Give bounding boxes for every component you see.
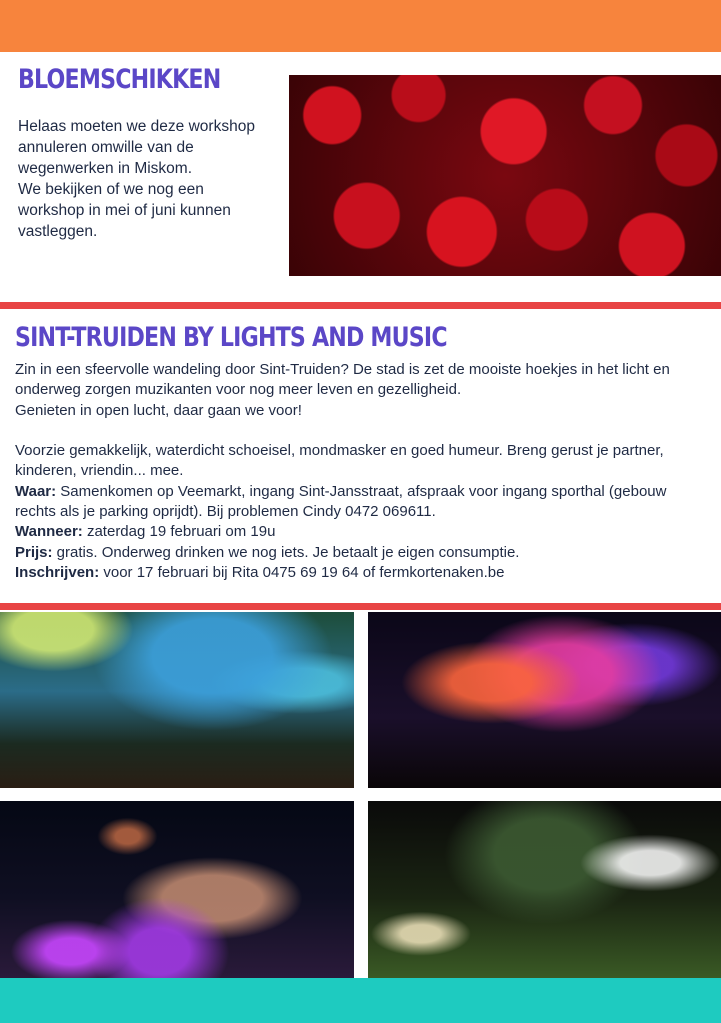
section-divider <box>0 603 721 610</box>
fountain-night-photo <box>0 801 354 978</box>
register-label: Inschrijven: <box>15 563 100 581</box>
illuminated-park-photo <box>0 612 354 788</box>
text-line: annuleren omwille van de <box>18 139 194 156</box>
text-line: workshop in mei of juni kunnen <box>18 202 231 219</box>
where-text: Samenkomen op Veemarkt, ingang Sint-Jansstraat, afspraak voor ingang sporthal (gebouw <box>56 482 667 500</box>
text-line: onderweg zorgen muzikanten voor nog meer leven en gezelligheid. <box>15 381 462 399</box>
price-text: gratis. Onderweg drinken we nog iets. Je betaalt je eigen consumptie. <box>52 543 520 561</box>
where-label: Waar: <box>15 482 57 500</box>
top-color-bar <box>0 0 721 52</box>
text-line: kinderen, vriendin... mee. <box>15 462 184 480</box>
register-text: voor 17 februari bij Rita 0475 69 19 64 of fermkortenaken.be <box>99 563 505 581</box>
roses-photo <box>289 75 721 276</box>
when-text: zaterdag 19 februari om 19u <box>82 523 276 541</box>
section-divider <box>0 302 721 309</box>
text-line: vastleggen. <box>18 223 98 240</box>
where-info <box>15 482 715 502</box>
fire-show-photo <box>368 801 721 978</box>
price-info <box>15 543 715 563</box>
text-line: Voorzie gemakkelijk, waterdicht schoeisel, mondmasker en goed humeur. Breng gerust je partner, <box>15 442 664 460</box>
section-heading-bloemschikken: BLOEMSCHIKKEN <box>18 64 221 95</box>
when-info <box>15 522 715 542</box>
when-label: Wanneer: <box>15 523 83 541</box>
lights-and-music-text <box>15 360 715 583</box>
bottom-color-bar <box>0 978 721 1023</box>
section-heading-lights-and-music: SINT-TRUIDEN BY LIGHTS AND MUSIC <box>15 322 447 353</box>
blank-line <box>15 421 715 441</box>
text-line: Zin in een sfeervolle wandeling door Sint-Truiden? De stad is zet de mooiste hoekjes in het licht en <box>15 361 670 378</box>
text-line: Genieten in open lucht, daar gaan we voor! <box>15 401 302 419</box>
bloemschikken-text <box>18 116 278 242</box>
text-line: wegenwerken in Miskom. <box>18 160 193 177</box>
text-line: We bekijken of we nog een <box>18 181 204 198</box>
price-label: Prijs: <box>15 543 53 561</box>
register-info <box>15 563 715 583</box>
illuminated-trees-photo <box>368 612 721 788</box>
text-line: rechts als je parking oprijdt). Bij problemen Cindy 0472 069611. <box>15 503 436 521</box>
text-line: Helaas moeten we deze workshop <box>18 118 255 135</box>
